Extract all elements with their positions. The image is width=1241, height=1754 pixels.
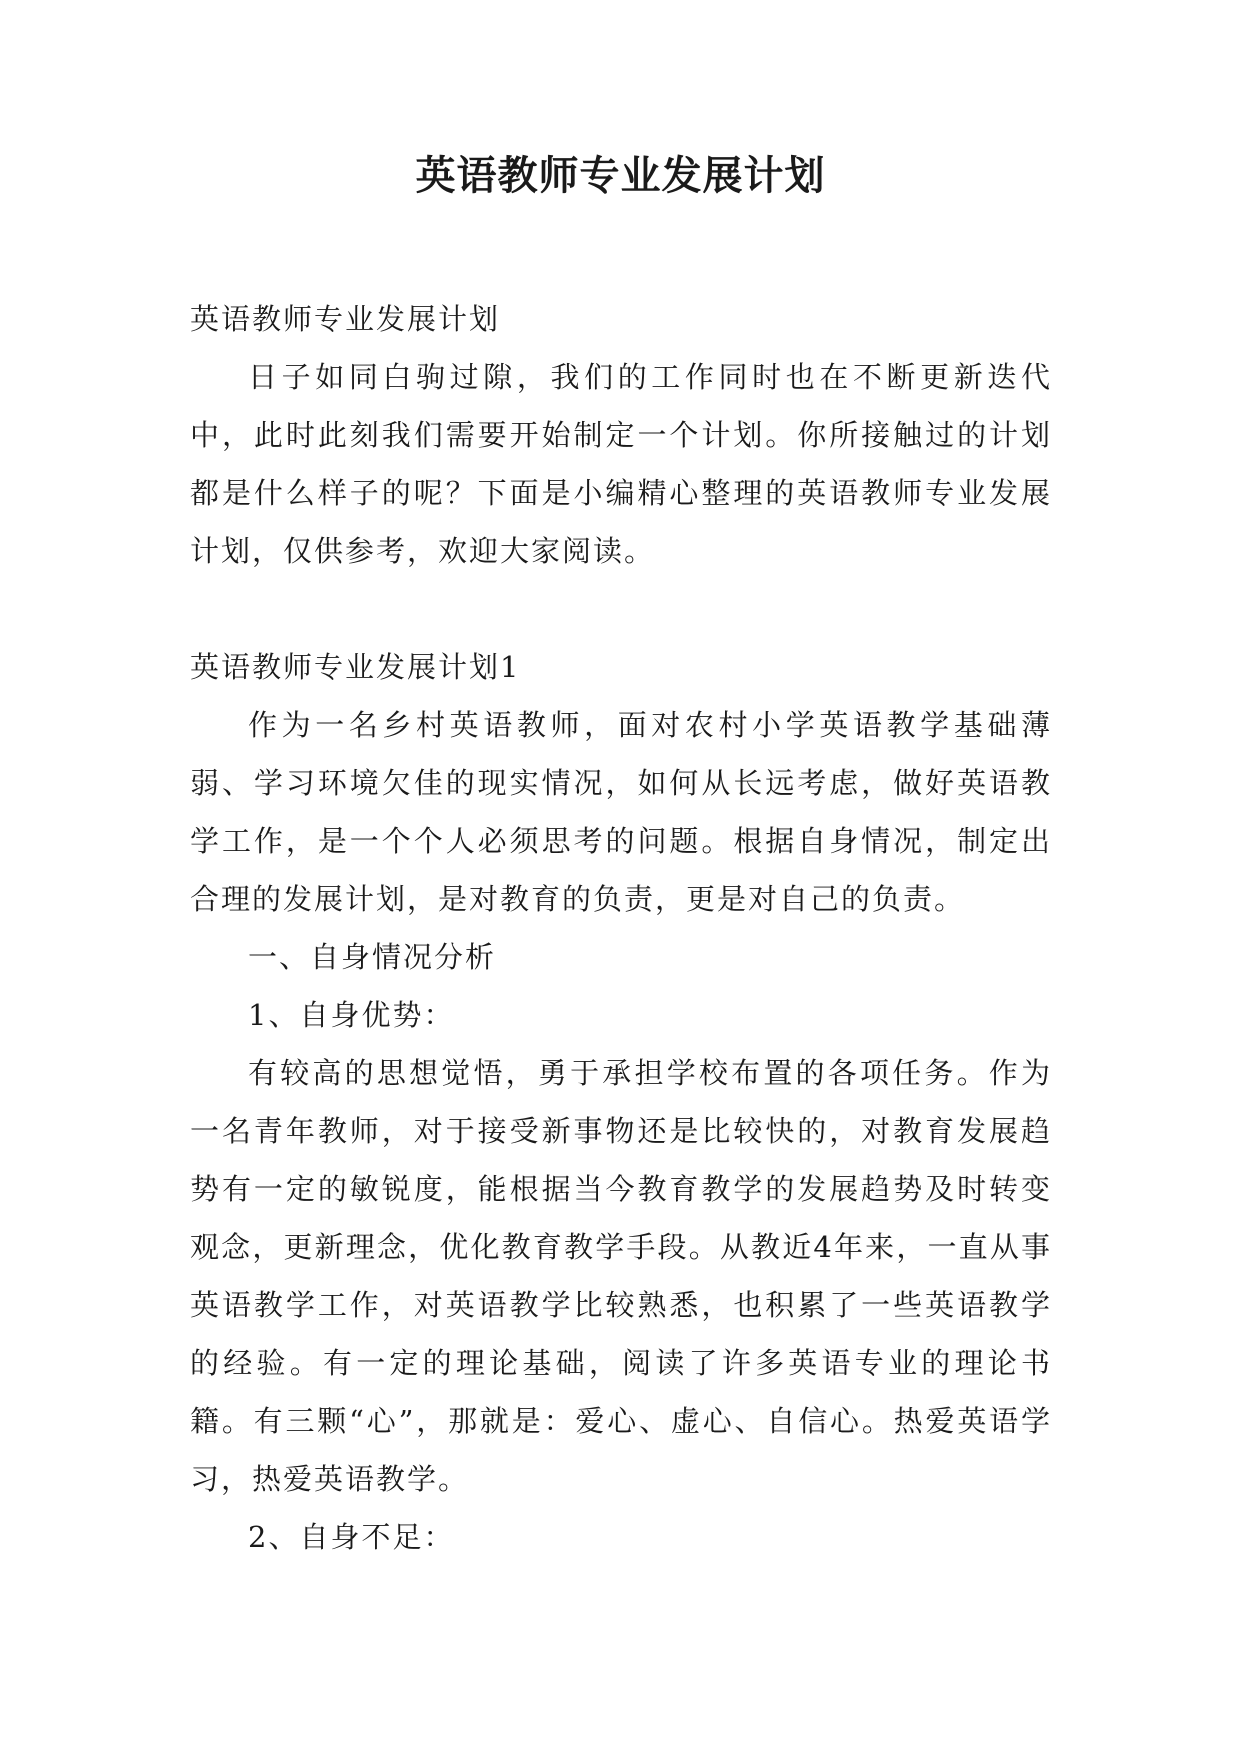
intro-paragraph: 日子如同白驹过隙，我们的工作同时也在不断更新迭代中，此时此刻我们需要开始制定一个计划。你所接触过的计划都是什么样子的呢？下面是小编精心整理的英语教师专业发展计划，仅供参考，欢迎大家阅读。 [190,360,1052,568]
section1-heading: 英语教师专业发展计划1 [190,650,521,684]
weaknesses-heading: 2、自身不足： [248,1520,455,1554]
document-title: 英语教师专业发展计划 [415,152,826,199]
section1-paragraph: 作为一名乡村英语教师，面对农村小学英语教学基础薄弱、学习环境欠佳的现实情况，如何从长远考虑，做好英语教学工作，是一个个人必须思考的问题。根据自身情况，制定出合理的发展计划，是对教育的负责，更是对自己的负责。 [190,708,1052,916]
document-body [190,290,1052,1566]
section-spacer [190,580,1052,638]
part1-heading: 一、自身情况分析 [248,940,497,974]
intro-heading: 英语教师专业发展计划 [190,302,501,336]
strengths-paragraph: 有较高的思想觉悟，勇于承担学校布置的各项任务。作为一名青年教师，对于接受新事物还是比较快的，对教育发展趋势有一定的敏锐度，能根据当今教育教学的发展趋势及时转变观念，更新理念，优化教育教学手段。从教近4年来，一直从事英语教学工作，对英语教学比较熟悉，也积累了一些英语教学的经验。有一定的理论基础，阅读了许多英语专业的理论书籍。有三颗“心”，那就是：爱心、虚心、自信心。热爱英语学习，热爱英语教学。 [190,1056,1052,1496]
strengths-heading: 1、自身优势： [248,998,455,1032]
